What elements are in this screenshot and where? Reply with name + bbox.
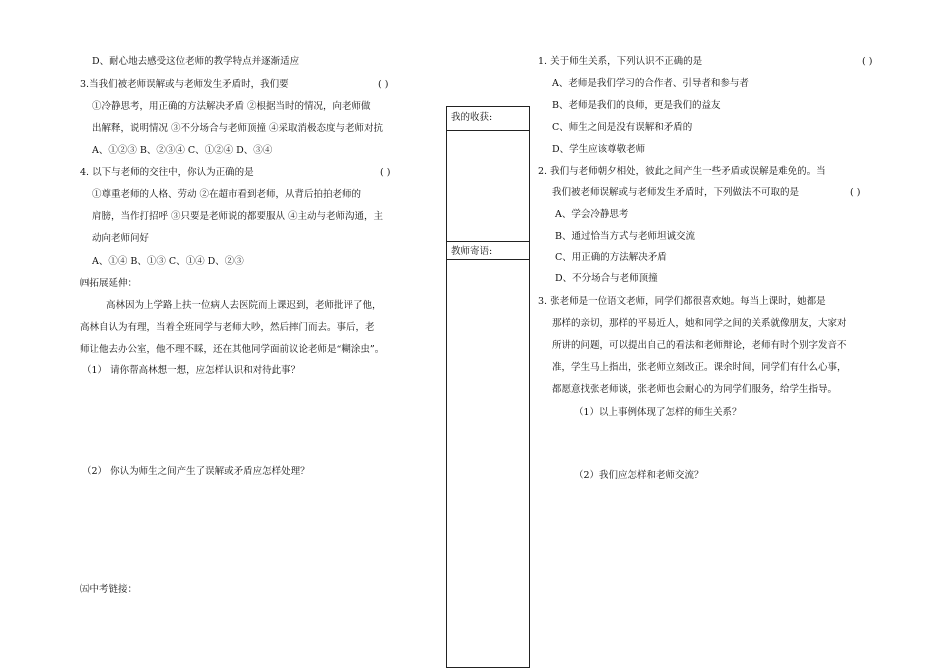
extension-question-2: （2） 你认为师生之间产生了误解或矛盾应怎样处理？	[82, 466, 310, 477]
teacher-divider-bottom	[446, 259, 530, 260]
q3-stem: 3.当我们被老师误解或与老师发生矛盾时，我们要	[80, 79, 289, 90]
r-q2-option-c: C、用正确的方法解决矛盾	[555, 252, 667, 263]
r-q3-line-3: 所讲的问题，可以提出自己的看法和老师辩论，老师有时个别字发音不	[552, 340, 847, 351]
notes-box	[446, 106, 530, 668]
r-q3-line-4: 准，学生马上指出，张老师立刻改正。课余时间，同学们有什么心事，	[552, 362, 847, 373]
r-q3-line-5: 都愿意找张老师谈，张老师也会耐心的为同学们服务，给学生指导。	[552, 384, 838, 395]
q2-option-d: D、耐心地去感受这位老师的教学特点并逐渐适应	[92, 56, 300, 67]
q4-options: A、①④ B、①③ C、①④ D、②③	[92, 256, 244, 267]
r-q3-line-2: 那样的亲切，那样的平易近人，她和同学之间的关系就像朋友，大家对	[552, 318, 847, 329]
r-q1-option-b: B、老师是我们的良师，更是我们的益友	[552, 100, 721, 111]
extension-paragraph-2: 高林自认为有理，当着全班同学与老师大吵，然后摔门而去。事后，老	[80, 322, 375, 333]
q4-line-2: 肩膀，当作打招呼 ③只要是老师说的都要服从 ④主动与老师沟通，主	[92, 211, 384, 222]
q4-line-3: 动向老师问好	[92, 233, 150, 244]
r-q2-line-2: 我们被老师误解或与老师发生矛盾时，下列做法不可取的是	[552, 187, 800, 198]
exam-link-heading: ㈤中考链接：	[80, 584, 138, 595]
extension-heading: ㈣拓展延伸：	[80, 278, 138, 289]
q4-answer-paren: ( )	[380, 167, 391, 178]
q3-line-2: 出解释，说明情况 ③不分场合与老师顶撞 ④采取消极态度与老师对抗	[92, 123, 384, 134]
q4-line-1: ①尊重老师的人格、劳动 ②在超市看到老师，从背后拍拍老师的	[92, 189, 362, 200]
r-q1-option-d: D、学生应该尊敬老师	[552, 144, 646, 155]
r-q3-sub-question-1: （1）以上事例体现了怎样的师生关系？	[574, 407, 742, 418]
q4-stem: 4. 以下与老师的交往中，你认为正确的是	[80, 167, 254, 178]
r-q2-option-b: B、通过恰当方式与老师坦诚交流	[555, 231, 695, 242]
r-q3-line-1: 3. 张老师是一位语文老师，同学们都很喜欢她。每当上课时，她都是	[538, 296, 826, 307]
q3-line-1: ①冷静思考，用正确的方法解决矛盾 ②根据当时的情况，向老师做	[92, 101, 371, 112]
harvest-label: 我的收获:	[451, 112, 493, 123]
extension-paragraph-1: 高林因为上学路上扶一位病人去医院而上课迟到，老师批评了他，	[106, 300, 382, 311]
r-q2-option-d: D、不分场合与老师顶撞	[555, 273, 658, 284]
q3-answer-paren: ( )	[378, 79, 389, 90]
r-q1-answer-paren: ( )	[862, 56, 873, 67]
teacher-divider-top	[446, 241, 530, 242]
r-q2-answer-paren: ( )	[850, 187, 861, 198]
r-q3-sub-question-2: （2）我们应怎样和老师交流？	[574, 470, 704, 481]
teacher-message-label: 教师寄语:	[451, 246, 493, 257]
r-q1-option-a: A、老师是我们学习的合作者、引导者和参与者	[552, 78, 749, 89]
extension-paragraph-3: 师让他去办公室，他不理不睬，还在其他同学面前议论老师是“糊涂虫”。	[80, 344, 385, 355]
r-q1-stem: 1. 关于师生关系，下列认识不正确的是	[538, 56, 703, 67]
harvest-divider	[446, 130, 530, 131]
q3-options: A、①②③ B、②③④ C、①②④ D、③④	[92, 145, 273, 156]
r-q2-line-1: 2. 我们与老师朝夕相处，彼此之间产生一些矛盾或误解是难免的。当	[538, 166, 826, 177]
extension-question-1: （1） 请你帮高林想一想，应怎样认识和对待此事？	[82, 365, 301, 376]
r-q1-option-c: C、师生之间是没有误解和矛盾的	[552, 122, 693, 133]
r-q2-option-a: A、学会冷静思考	[555, 209, 629, 220]
